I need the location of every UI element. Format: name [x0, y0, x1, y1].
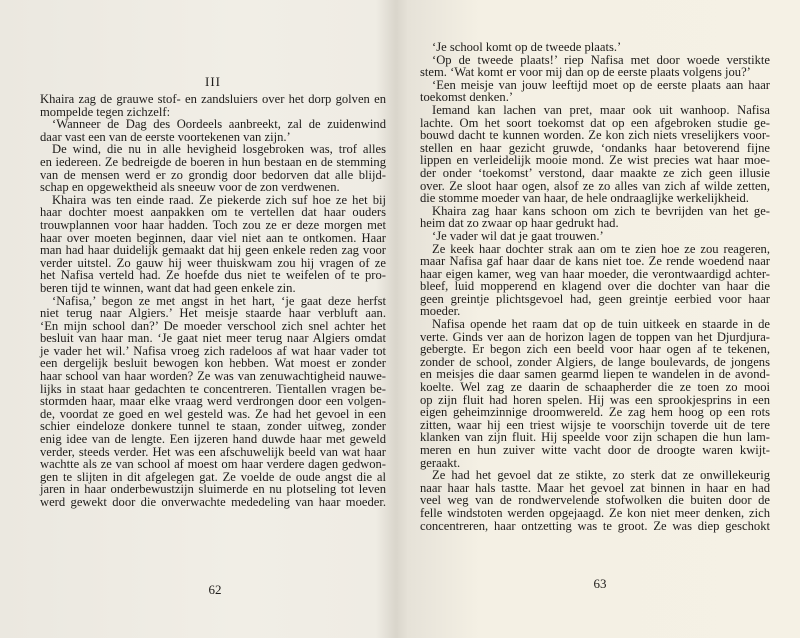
text-line: schap en opgewektheid als sneeuw voor de zon verdwenen.: [40, 180, 340, 195]
text-line: gebergte. Er begon zich een beeld voor haar ogen af te tekenen,: [420, 342, 770, 357]
text-line: zitten, waar hij een triest wijsje te voorschijn toverde uit de tere: [420, 417, 770, 432]
text-line: bleef, luid mopperend en klagend over die dochter van haar die: [420, 279, 770, 294]
text-line: Khaira zag haar kans schoon om zich te bevrijden van het ge-: [432, 203, 770, 218]
text-line: meren en hun zuiver witte vacht door de droogte waren kwijt-: [420, 443, 770, 457]
text-line: stellen en haar gezicht gruwde, ‘ondanks haar betoverend fijne: [420, 140, 770, 155]
text-line: zonder de school, zonder Algiers, de lange boulevards, de jongens: [420, 354, 770, 369]
text-line: felle windstoten werden opgejaagd. Ze kon niet meer denken, zich: [420, 505, 770, 520]
paragraph: [420, 40, 770, 53]
text-line: Nafisa opende het raam dat op de tuin uitkeek en staarde in de: [432, 317, 770, 332]
text-line: je vader het wil.’ Nafisa vroeg zich radeloos af wat haar vader tot: [40, 343, 386, 358]
text-line: het Nafisa verteld had. Ze hoefde dus niet te weifelen of te pro-: [40, 268, 386, 283]
text-line: de, voordat ze goed en wel gesteld was. Ze had het gevoel in een: [40, 406, 386, 421]
text-line: Khaira was ten einde raad. Ze piekerde zich suf hoe ze het bij: [52, 192, 386, 207]
text-line: man had haar duidelijk gemaakt dat hij geen enkele reden zag voor: [40, 243, 386, 258]
paragraph: [420, 204, 770, 229]
text-line: ‘Wanneer de Dag des Oordeels aanbreekt, zal de zuidenwind: [52, 117, 386, 132]
text-line: ‘Je vader wil dat je gaat trouwen.’: [432, 228, 604, 243]
text-line: mompelde tegen zichzelf:: [40, 104, 171, 119]
page-number-left: 62: [208, 582, 222, 597]
text-line: gen te slijten in dit afgelegen gat. Ze voelde de oude angst die al: [40, 469, 386, 484]
text-line: daar vast een van de eerste voortekenen van zijn.’: [40, 129, 291, 144]
text-line: haar eigen kamer, weg van haar moeder, die verontwaardigd achter-: [420, 266, 770, 281]
text-line: De wind, die nu in alle hevigheid losgebroken was, trof alles: [52, 142, 386, 157]
text-line: en iedereen. Ze bedreigde de boeren in hun bestaan en de stemming: [40, 154, 386, 169]
text-line: ‘Een meisje van jouw leeftijd moet op de eerste plaats aan haar: [432, 77, 770, 92]
text-line: ‘En mijn school dan?’ De moeder verschool zich snel achter het: [40, 318, 386, 333]
text-line: maar Nafisa gaf haar daar de kans niet toe. Ze rende woedend naar: [420, 254, 770, 269]
text-line: enig idee van de lengte. Een ijzeren hand duwde haar met geweld: [40, 432, 386, 447]
paragraph: [420, 317, 770, 468]
text-line: van de mensen werd er zo grondig door bedorven dat alle blijd-: [40, 167, 386, 182]
text-line: verder uitstel. Zo gauw hij weer thuiskwam zou hij vragen of ze: [40, 255, 386, 270]
text-line: Ze keek haar dochter strak aan om te zien hoe ze zou reageren,: [432, 241, 770, 256]
paragraph: [420, 229, 770, 242]
text-line: geen greintje plichtsgevoel had, geen greintje eerbied voor haar: [420, 291, 770, 306]
text-line: haar dochter moest aanpakken om te vertellen dat haar ouders: [40, 205, 386, 220]
text-line: ‘Je school komt op de tweede plaats.’: [432, 40, 622, 54]
page-number-right: 63: [593, 576, 607, 591]
paragraph: [420, 242, 770, 318]
text-line: heim dat zo zwaar op haar gedrukt had.: [420, 216, 619, 231]
text-line: toekomst denken.’: [420, 90, 514, 105]
text-line: en meisjes die daar samen gearmd liepen te wandelen in de avond-: [420, 367, 770, 382]
text-line: verder, steeds verder. Het was een afschuwelijk beeld van wat haar: [40, 444, 386, 459]
paragraph: [40, 118, 386, 143]
text-line: lippen en verleidelijk mooie mond. Ze wist precies wat haar moe-: [420, 153, 770, 168]
text-line: haar over moeten beginnen, daar viel niet aan te ontkomen. Haar: [40, 230, 386, 245]
text-line: die stomme moeder van haar, de hele ondraaglijke werkelijkheid.: [420, 191, 749, 206]
text-line: Ze had het gevoel dat ze stikte, zo sterk dat ze onwillekeurig: [432, 468, 770, 483]
text-line: stem. ‘Wat komt er voor mij dan op de eerste plaats volgens jou?’: [420, 65, 751, 80]
text-line: stormden haar, maar elke vraag werd verdrongen door een volgen-: [40, 394, 386, 409]
text-line: trouwplannen voor haar hadden. Toch zou ze er deze morgen met: [40, 217, 386, 232]
right-page-text: [420, 40, 770, 531]
text-line: op zijn fluit had horen spelen. Hij was een sprookjesprins in een: [420, 392, 770, 407]
text-line: Iemand kan lachen van pret, maar ook uit wanhoop. Nafisa: [432, 102, 770, 117]
text-line: wachtte als ze van school af moest om haar verdere dagen gedwon-: [40, 457, 386, 472]
text-line: concentreren, haar ontzetting was te groot. Ze was diep geschokt: [420, 518, 770, 533]
paragraph: [420, 53, 770, 78]
text-line: eigen geheimzinnige droomwereld. Ze zag hem hoog op een rots: [420, 405, 770, 420]
text-line: beren tijd te winnen, want dat had geen enkele zin.: [40, 280, 296, 295]
text-line: een dergelijk besluit bewogen kon hebben. Wat moest er zonder: [40, 356, 386, 371]
paragraph: [420, 103, 770, 204]
text-line: lachte. Om het soort toekomst dat op een afgebroken studie ge-: [420, 115, 770, 130]
text-line: werd gewekt door die onverwachte mededeling van haar moeder.: [40, 495, 386, 509]
paragraph: [40, 93, 386, 118]
paragraph: [420, 468, 770, 531]
chapter-heading: III: [205, 74, 221, 89]
text-line: over. Ze sloot haar ogen, alsof ze zo alles van zich af wilde zetten,: [420, 178, 770, 193]
text-line: schier eindeloze donkere tunnel te staan, zonder uitweg, zonder: [40, 419, 386, 434]
paragraph: [420, 78, 770, 103]
text-line: klanken van zijn fluit. Hij speelde voor zijn schapen die hun lam-: [420, 430, 770, 445]
paragraph: [40, 143, 386, 193]
left-page-text: [40, 93, 386, 509]
text-line: naar haar hals tastte. Maar het gevoel zat binnen in haar en had: [420, 480, 770, 495]
text-line: moeder.: [420, 304, 461, 319]
text-line: geraakt.: [420, 455, 461, 470]
text-line: Khaira zag de grauwe stof- en zandsluiers over het dorp golven en: [40, 92, 386, 106]
text-line: veel weg van de rondwervelende stofwolken die buiten door de: [420, 493, 770, 508]
text-line: der onder ‘toekomst’ verstond, daar maakte ze zich geen illusie: [420, 165, 770, 180]
text-line: ‘Op de tweede plaats!’ riep Nafisa met door woede verstikte: [432, 52, 770, 67]
text-line: lijks in staat haar gedachten te concentreren. Tientallen vragen be-: [40, 381, 386, 396]
paragraph: [40, 295, 386, 509]
text-line: niet terug naar Algiers.’ Het meisje staarde haar verbluft aan.: [40, 306, 386, 321]
text-line: koelte. Wel zag ze daarin de schaapherder die ze toen zo mooi: [420, 380, 770, 395]
text-line: bouwd dacht te kunnen worden. Ze kon zich niets vreselijkers voor-: [420, 128, 770, 143]
text-line: verte. Ginds ver aan de horizon lagen de toppen van het Djurdjura-: [420, 329, 770, 344]
text-line: besluit van haar man. ‘Je gaat niet meer terug naar Algiers omdat: [40, 331, 386, 346]
paragraph: [40, 194, 386, 295]
text-line: haar school van haar worden? Ze was van zenuwachtigheid nauwe-: [40, 369, 386, 384]
text-line: ‘Nafisa,’ begon ze met angst in het hart, ‘je gaat deze herfst: [52, 293, 386, 308]
text-line: jaren in haar onderbewustzijn sluimerde en nu plotseling tot leven: [40, 482, 386, 497]
